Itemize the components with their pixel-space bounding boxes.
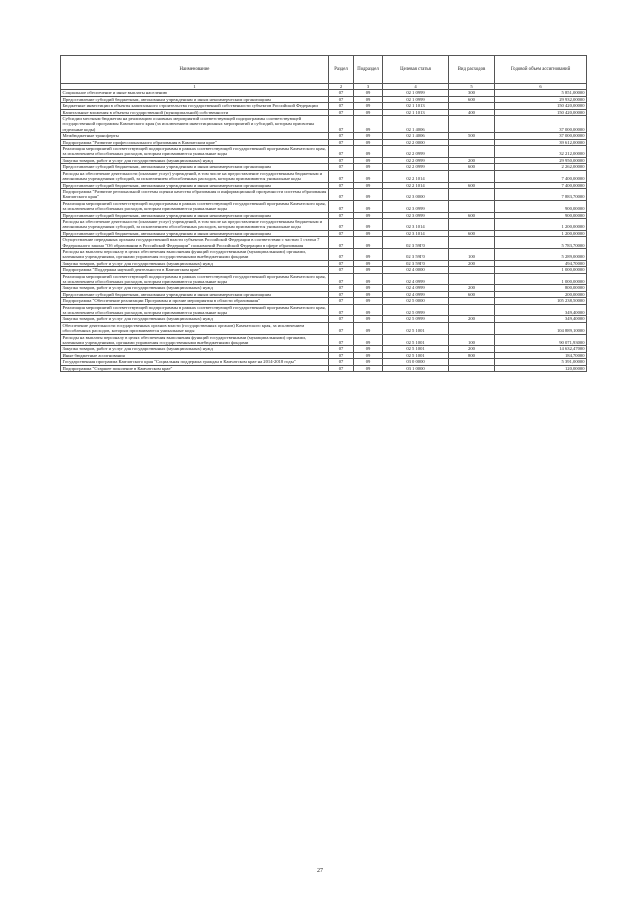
row-amount: 349,40000	[495, 316, 587, 322]
row-name: Предоставление субсидий бюджетным, автономным учреждениям и иным некоммерческим организациям	[61, 96, 329, 102]
row-subsection: 09	[354, 346, 383, 352]
row-section: 07	[329, 157, 354, 163]
row-name: Реализация мероприятий соответствующей подпрограммы в рамках соответствующей государственной программы Камчатского края, за исключением обособленных расходов, которым присваиваются уникальные коды	[61, 304, 329, 316]
row-target-article: 02 4 0999	[383, 285, 449, 291]
row-name: Реализация мероприятий соответствующей подпрограммы в рамках соответствующей государственной программы Камчатского края, за исключением обособленных расходов, которым присваиваются уникальные коды	[61, 146, 329, 158]
row-target-article: 02 1 4006	[383, 133, 449, 139]
table-row	[61, 304, 587, 316]
row-amount: 7 883,70000	[495, 188, 587, 200]
row-amount: 1 200,00000	[495, 230, 587, 236]
row-section: 07	[329, 316, 354, 322]
row-target-article: 02 2 0999	[383, 146, 449, 158]
row-name: Закупка товаров, работ и услуг для государственных (муниципальных) нужд	[61, 157, 329, 163]
column-number: 2	[329, 84, 354, 90]
row-subsection: 09	[354, 139, 383, 145]
header-row	[61, 56, 587, 84]
row-target-article: 02 2 0999	[383, 164, 449, 170]
row-expense-type	[449, 188, 495, 200]
row-expense-type	[449, 116, 495, 133]
row-expense-type: 600	[449, 230, 495, 236]
row-section: 07	[329, 352, 354, 358]
row-name: Бюджетные инвестиции в объекты капитального строительства государственной собственности субъектов Российской Федерации	[61, 103, 329, 109]
column-number: 3	[354, 84, 383, 90]
row-section: 07	[329, 212, 354, 218]
row-subsection: 09	[354, 298, 383, 304]
header-name: Наименование	[61, 56, 329, 84]
row-name: Межбюджетные трансферты	[61, 133, 329, 139]
row-subsection: 09	[354, 218, 383, 230]
row-amount: 800,00000	[495, 285, 587, 291]
row-amount: 200,00000	[495, 291, 587, 297]
row-target-article: 02 3 59Г0	[383, 260, 449, 266]
row-name: Подпрограмма "Поддержка научной деятельности в Камчатском крае"	[61, 267, 329, 273]
row-section: 07	[329, 322, 354, 334]
row-expense-type: 200	[449, 260, 495, 266]
row-target-article: 02 2 0999	[383, 157, 449, 163]
row-subsection: 09	[354, 170, 383, 182]
header-expense-type: Вид расходов	[449, 56, 495, 84]
row-section: 07	[329, 285, 354, 291]
row-section: 07	[329, 359, 354, 365]
budget-table	[60, 55, 587, 372]
row-name: Закупка товаров, работ и услуг для государственных (муниципальных) нужд	[61, 346, 329, 352]
row-target-article: 02 1 0999	[383, 96, 449, 102]
row-amount: 1 200,00000	[495, 218, 587, 230]
row-expense-type: 100	[449, 248, 495, 260]
row-section: 07	[329, 139, 354, 145]
row-section: 07	[329, 218, 354, 230]
row-section: 07	[329, 164, 354, 170]
row-expense-type: 200	[449, 316, 495, 322]
row-subsection: 09	[354, 248, 383, 260]
header-subsection: Подраздел	[354, 56, 383, 84]
row-section: 07	[329, 133, 354, 139]
row-target-article: 02 4 0999	[383, 273, 449, 285]
row-subsection: 09	[354, 273, 383, 285]
row-expense-type	[449, 218, 495, 230]
row-amount: 7 400,00000	[495, 170, 587, 182]
row-target-article: 02 3 0000	[383, 188, 449, 200]
row-name: Закупка товаров, работ и услуг для государственных (муниципальных) нужд	[61, 260, 329, 266]
row-section: 07	[329, 346, 354, 352]
row-amount: 900,00000	[495, 200, 587, 212]
row-amount: 7 400,00000	[495, 182, 587, 188]
row-target-article: 02 3 59Г0	[383, 248, 449, 260]
row-name: Иные бюджетные ассигнования	[61, 352, 329, 358]
header-section: Раздел	[329, 56, 354, 84]
row-subsection: 09	[354, 304, 383, 316]
row-amount: 5 783,70000	[495, 237, 587, 249]
row-target-article: 02 3 59Г0	[383, 237, 449, 249]
row-target-article: 02 3 0999	[383, 212, 449, 218]
row-name: Социальное обеспечение и иные выплаты населению	[61, 90, 329, 96]
row-subsection: 09	[354, 182, 383, 188]
row-target-article: 02 1 1013	[383, 109, 449, 115]
row-subsection: 09	[354, 146, 383, 158]
row-amount: 37 000,00000	[495, 133, 587, 139]
row-target-article: 02 5 1001	[383, 352, 449, 358]
row-subsection: 09	[354, 96, 383, 102]
row-expense-type: 600	[449, 291, 495, 297]
row-subsection: 09	[354, 157, 383, 163]
table-row	[61, 273, 587, 285]
row-amount: 184,70000	[495, 352, 587, 358]
row-section: 07	[329, 291, 354, 297]
row-subsection: 09	[354, 359, 383, 365]
row-name: Расходы на выплаты персоналу в целях обеспечения выполнения функций государственными (муниципальными) органами, казенными учреждениями, органами управления государственными внебюджетными фондами	[61, 248, 329, 260]
row-expense-type: 200	[449, 285, 495, 291]
row-name: Государственная программа Камчатского края "Социальная поддержка граждан в Камчатском крае на 2014-2018 годы"	[61, 359, 329, 365]
row-target-article: 02 5 1001	[383, 322, 449, 334]
row-target-article: 02 1 4006	[383, 116, 449, 133]
row-name: Предоставление субсидий бюджетным, автономным учреждениям и иным некоммерческим организациям	[61, 182, 329, 188]
row-target-article: 02 5 0000	[383, 298, 449, 304]
row-expense-type: 600	[449, 164, 495, 170]
table-row	[61, 248, 587, 260]
row-expense-type: 500	[449, 133, 495, 139]
row-target-article: 02 2 1014	[383, 170, 449, 182]
row-expense-type: 100	[449, 334, 495, 346]
row-section: 07	[329, 273, 354, 285]
row-section: 07	[329, 230, 354, 236]
table-row	[61, 218, 587, 230]
row-expense-type	[449, 365, 495, 371]
row-target-article: 02 2 1014	[383, 182, 449, 188]
row-target-article: 03 0 0000	[383, 359, 449, 365]
row-subsection: 09	[354, 316, 383, 322]
row-expense-type: 200	[449, 346, 495, 352]
row-subsection: 09	[354, 322, 383, 334]
header-target-article: Целевая статья	[383, 56, 449, 84]
row-target-article: 02 5 0999	[383, 304, 449, 316]
column-number: 4	[383, 84, 449, 90]
row-section: 07	[329, 109, 354, 115]
row-amount: 900,00000	[495, 212, 587, 218]
row-subsection: 09	[354, 212, 383, 218]
row-amount: 32 212,00000	[495, 146, 587, 158]
row-target-article: 02 3 0999	[383, 200, 449, 212]
row-target-article: 03 1 0000	[383, 365, 449, 371]
row-expense-type	[449, 170, 495, 182]
row-expense-type: 600	[449, 182, 495, 188]
row-name: Подпрограмма "Обеспечение реализации Программы и прочие мероприятия в области образования"	[61, 298, 329, 304]
row-section: 07	[329, 188, 354, 200]
row-subsection: 09	[354, 237, 383, 249]
row-target-article: 02 3 1014	[383, 218, 449, 230]
row-expense-type: 200	[449, 157, 495, 163]
row-section: 07	[329, 237, 354, 249]
row-amount: 29 932,00000	[495, 96, 587, 102]
row-section: 07	[329, 267, 354, 273]
row-amount: 5 289,00000	[495, 248, 587, 260]
row-subsection: 09	[354, 164, 383, 170]
table-row	[61, 116, 587, 133]
row-name: Предоставление субсидий бюджетным, автономным учреждениям и иным некоммерческим организациям	[61, 164, 329, 170]
row-name: Предоставление субсидий бюджетным, автономным учреждениям и иным некоммерческим организациям	[61, 230, 329, 236]
row-amount: 5 391,00000	[495, 359, 587, 365]
row-section: 07	[329, 182, 354, 188]
row-name: Капитальные вложения в объекты государственной (муниципальной) собственности	[61, 109, 329, 115]
row-subsection: 09	[354, 188, 383, 200]
row-expense-type: 600	[449, 96, 495, 102]
row-section: 07	[329, 90, 354, 96]
row-expense-type	[449, 304, 495, 316]
row-amount: 494,70000	[495, 260, 587, 266]
row-subsection: 09	[354, 230, 383, 236]
row-target-article: 02 4 0999	[383, 291, 449, 297]
table-row	[61, 237, 587, 249]
row-subsection: 09	[354, 200, 383, 212]
row-expense-type: 400	[449, 109, 495, 115]
row-subsection: 09	[354, 334, 383, 346]
row-subsection: 09	[354, 365, 383, 371]
row-subsection: 09	[354, 116, 383, 133]
row-name: Расходы на обеспечение деятельности (оказание услуг) учреждений, в том числе на предоставление государственным бюджетным и автономным учреждениям субсидий, за исключением обособленных расходов, которым присваиваются уникальные коды	[61, 218, 329, 230]
row-amount: 2 262,00000	[495, 164, 587, 170]
table-row	[61, 146, 587, 158]
row-expense-type	[449, 273, 495, 285]
row-name: Субсидии местным бюджетам на реализацию основных мероприятий соответствующей подпрограммы соответствующей государственной программы Камчатского края (за исключением инвестиционных мероприятий и субсидий, которым присвоены отдельные коды)	[61, 116, 329, 133]
table-row	[61, 200, 587, 212]
table-row	[61, 170, 587, 182]
row-expense-type	[449, 146, 495, 158]
row-subsection: 09	[354, 285, 383, 291]
row-name: Подпрограмма "Развитие региональной системы оценки качества образования и информационной прозрачности системы образования Камчатского края"	[61, 188, 329, 200]
row-name: Осуществление переданных органам государственной власти субъектов Российской Федерации в соответствии с частью 1 статьи 7 Федерального закона "Об образовании в Российской Федерации" полномочий Российской Федерации в сфере образования	[61, 237, 329, 249]
row-target-article: 02 1 1013	[383, 103, 449, 109]
row-amount: 150 420,00000	[495, 109, 587, 115]
row-amount: 39 612,00000	[495, 139, 587, 145]
row-section: 07	[329, 260, 354, 266]
row-name: Обеспечение деятельности государственных органов власти (государственных органов) Камчатского края, за исключением обособленных расходов, которым присваиваются уникальные коды	[61, 322, 329, 334]
row-target-article: 02 2 0000	[383, 139, 449, 145]
table-body	[61, 90, 587, 372]
row-name: Расходы на выплаты персоналу в целях обеспечения выполнения функций государственными (муниципальными) органами, казенными учреждениями, органами управления государственными внебюджетными фондами	[61, 334, 329, 346]
row-amount: 150 420,00000	[495, 103, 587, 109]
row-name: Расходы на обеспечение деятельности (оказание услуг) учреждений, в том числе на предоставление государственным бюджетным и автономным учреждениям субсидий, за исключением обособленных расходов, которым присваиваются уникальные коды	[61, 170, 329, 182]
table-row	[61, 334, 587, 346]
row-name: Подпрограмма "Развитие профессионального образования в Камчатском крае"	[61, 139, 329, 145]
row-target-article: 02 5 0999	[383, 316, 449, 322]
row-section: 07	[329, 103, 354, 109]
table-row	[61, 322, 587, 334]
row-expense-type: 600	[449, 212, 495, 218]
row-target-article: 02 5 1001	[383, 334, 449, 346]
row-subsection: 09	[354, 260, 383, 266]
row-section: 07	[329, 116, 354, 133]
row-amount: 105 238,50000	[495, 298, 587, 304]
row-amount: 1 000,00000	[495, 267, 587, 273]
row-subsection: 09	[354, 90, 383, 96]
row-subsection: 09	[354, 291, 383, 297]
column-number: 1	[61, 84, 329, 90]
row-section: 07	[329, 170, 354, 182]
row-expense-type	[449, 200, 495, 212]
row-expense-type: 800	[449, 352, 495, 358]
row-subsection: 09	[354, 267, 383, 273]
row-name: Реализация мероприятий соответствующей подпрограммы в рамках соответствующей государственной программы Камчатского края, за исключением обособленных расходов, которым присваиваются уникальные коды	[61, 273, 329, 285]
column-number: 6	[495, 84, 587, 90]
header-amount: Годовой объем ассигнований	[495, 56, 587, 84]
row-expense-type	[449, 237, 495, 249]
table-row	[61, 188, 587, 200]
row-section: 07	[329, 298, 354, 304]
row-name: Подпрограмма "Старшее поколение в Камчатском крае"	[61, 365, 329, 371]
row-name: Реализация мероприятий соответствующей подпрограммы в рамках соответствующей государственной программы Камчатского края, за исключением обособленных расходов, которым присваиваются уникальные коды	[61, 200, 329, 212]
row-amount: 90 071,93000	[495, 334, 587, 346]
row-section: 07	[329, 200, 354, 212]
column-number: 5	[449, 84, 495, 90]
row-subsection: 09	[354, 103, 383, 109]
table-row	[61, 365, 587, 371]
row-subsection: 09	[354, 109, 383, 115]
row-amount: 29 950,00000	[495, 157, 587, 163]
row-section: 07	[329, 96, 354, 102]
row-name: Предоставление субсидий бюджетным, автономным учреждениям и иным некоммерческим организациям	[61, 212, 329, 218]
row-target-article: 02 3 1014	[383, 230, 449, 236]
row-amount: 349,40000	[495, 304, 587, 316]
row-amount: 120,00000	[495, 365, 587, 371]
row-name: Закупка товаров, работ и услуг для государственных (муниципальных) нужд	[61, 285, 329, 291]
row-target-article: 02 1 0999	[383, 90, 449, 96]
row-expense-type: 300	[449, 90, 495, 96]
row-target-article: 02 4 0000	[383, 267, 449, 273]
row-amount: 14 632,47000	[495, 346, 587, 352]
row-section: 07	[329, 365, 354, 371]
row-name: Предоставление субсидий бюджетным, автономным учреждениям и иным некоммерческим организациям	[61, 291, 329, 297]
row-amount: 1 000,00000	[495, 273, 587, 285]
page-number: 27	[317, 868, 323, 874]
row-amount: 37 000,00000	[495, 116, 587, 133]
row-section: 07	[329, 334, 354, 346]
row-subsection: 09	[354, 133, 383, 139]
row-name: Закупка товаров, работ и услуг для государственных (муниципальных) нужд	[61, 316, 329, 322]
row-amount: 5 851,00000	[495, 90, 587, 96]
row-section: 07	[329, 146, 354, 158]
row-section: 07	[329, 304, 354, 316]
row-section: 07	[329, 248, 354, 260]
budget-page	[60, 55, 586, 372]
row-target-article: 02 5 1001	[383, 346, 449, 352]
row-subsection: 09	[354, 352, 383, 358]
row-amount: 104 889,10000	[495, 322, 587, 334]
row-expense-type	[449, 322, 495, 334]
